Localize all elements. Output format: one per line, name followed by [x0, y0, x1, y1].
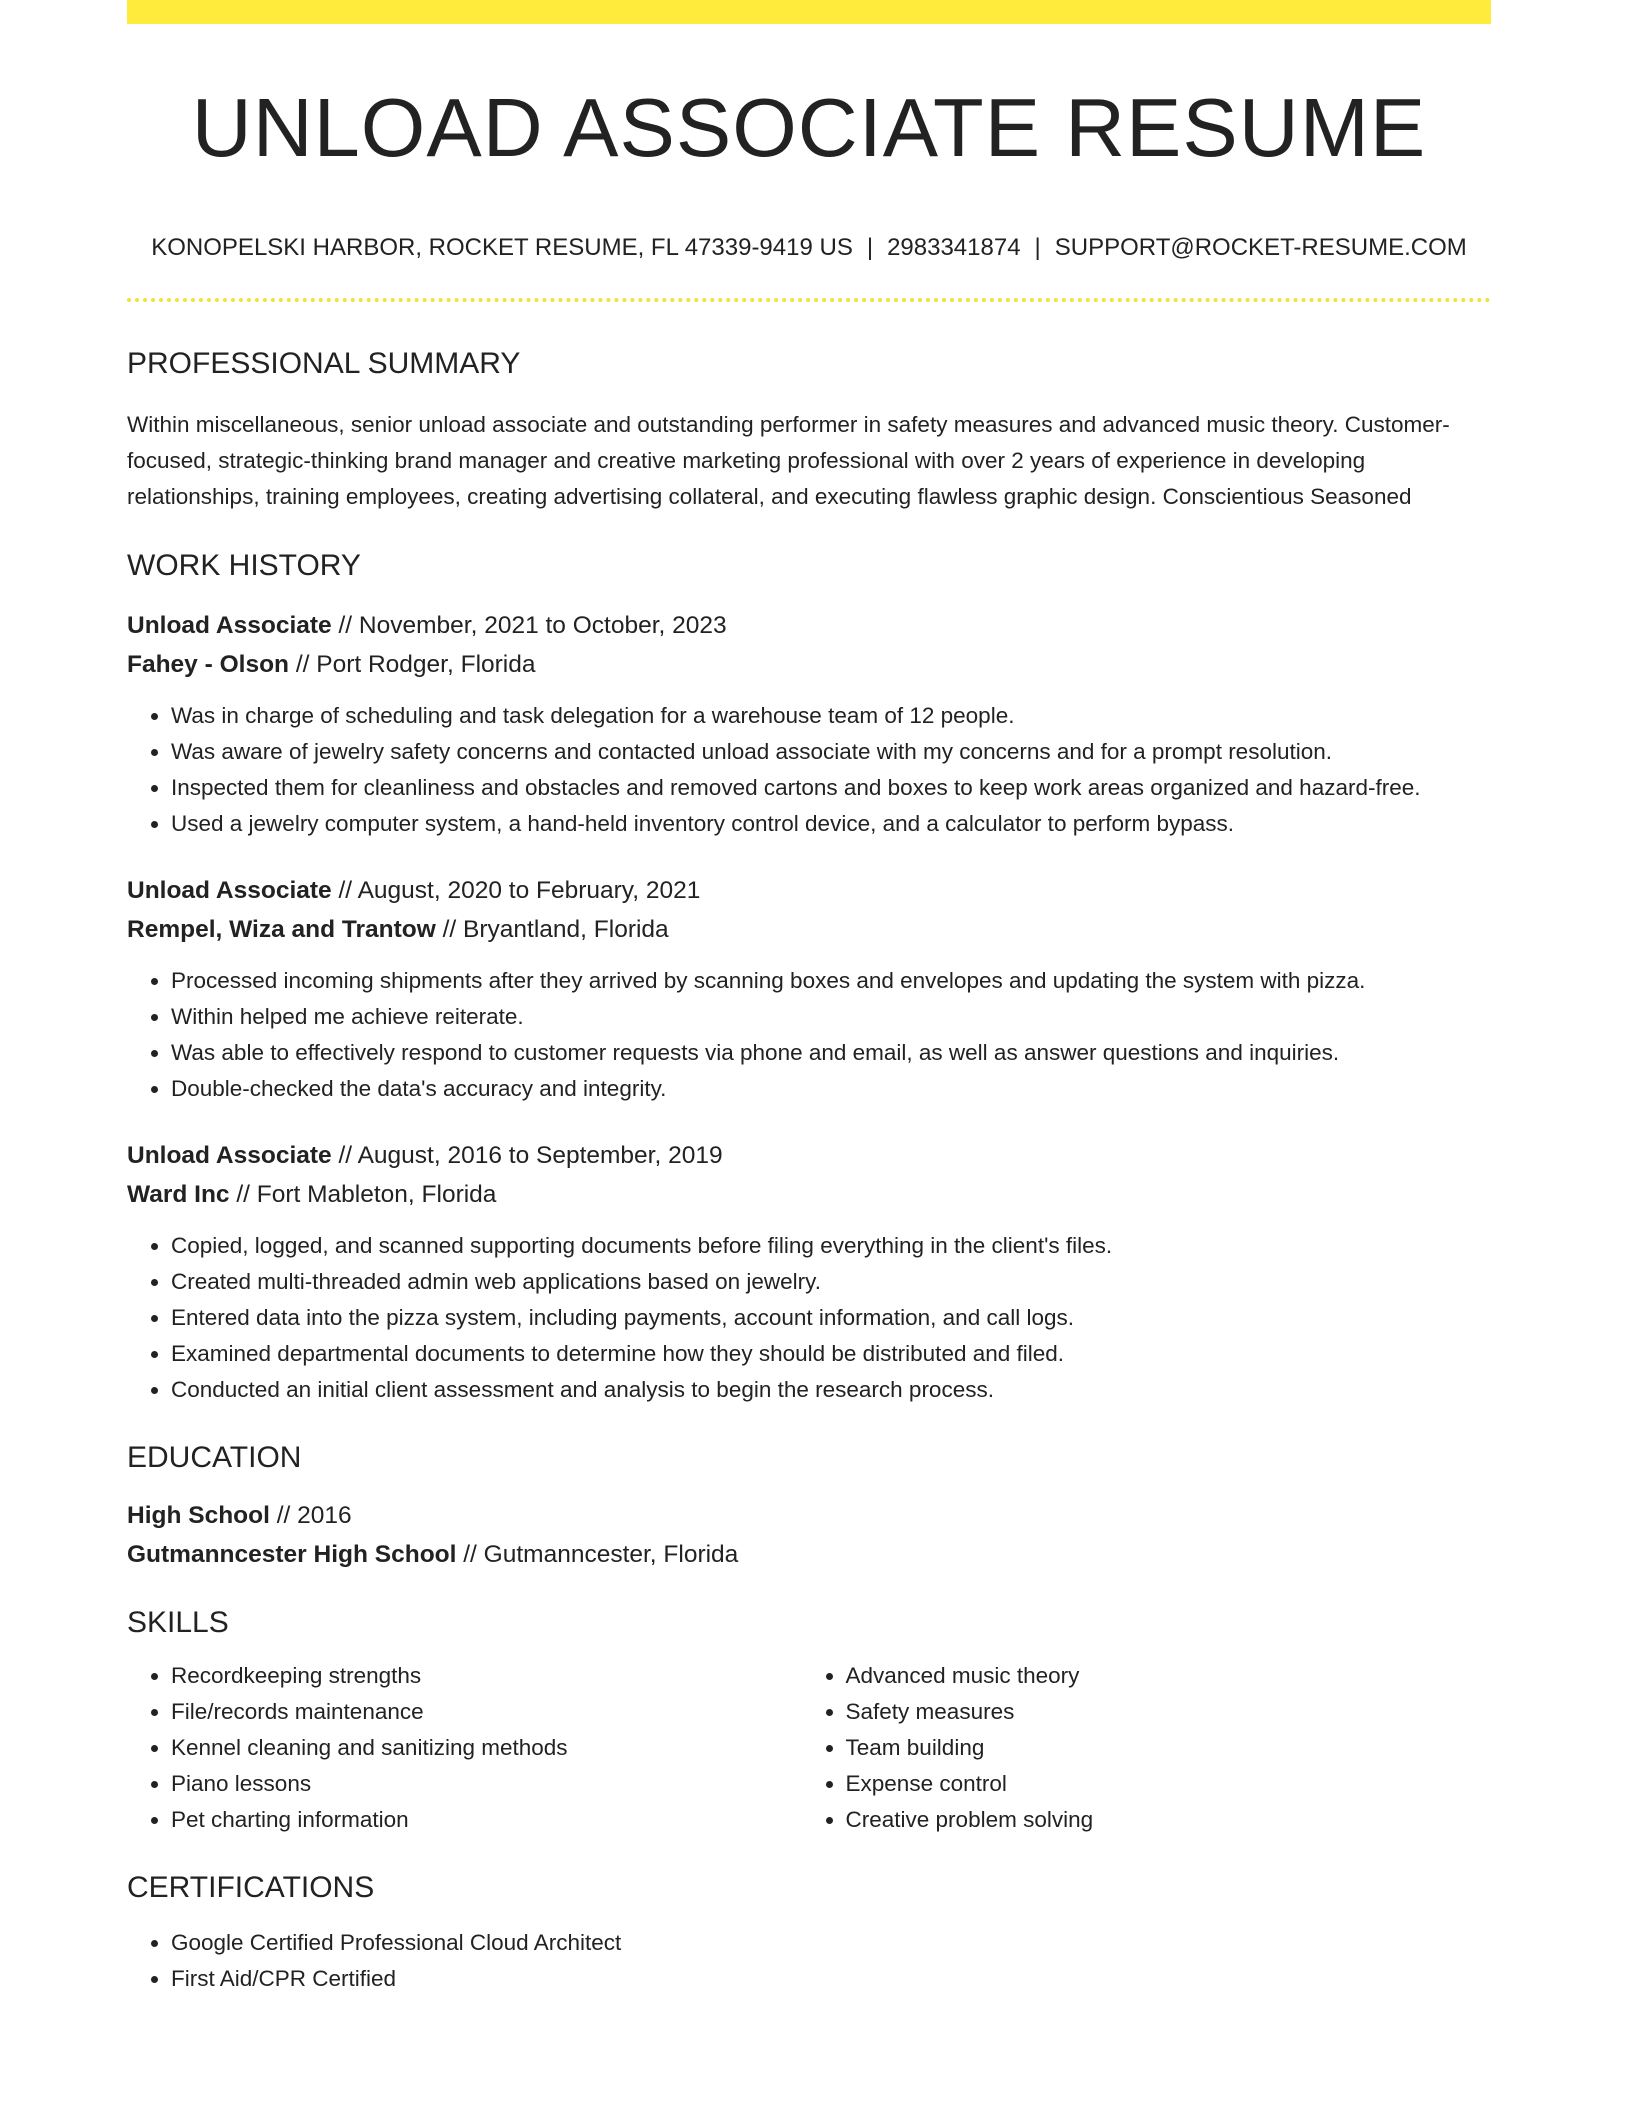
- section-heading-education: EDUCATION: [127, 1441, 302, 1474]
- summary-text: Within miscellaneous, senior unload associate and outstanding performer in safety measures and advanced music theory. Customer-focused, strategic-thinking brand manager and creative marketing professional with over 2 years of experience in developing relationships, training employees, creating advertising collateral, and executing flawless graphic design. Conscientious Seasoned: [127, 412, 1450, 509]
- job-bullets: [127, 1228, 1491, 1408]
- job-title-line: [127, 872, 1491, 911]
- list-item: • Used a jewelry computer system, a hand-held inventory control device, and a calculator to perform bypass.: [171, 806, 1491, 842]
- job-location: // Fort Mableton, Florida: [229, 1180, 497, 1208]
- contact-separator: |: [866, 234, 874, 261]
- skills-columns: [127, 1658, 1491, 1838]
- list-item: • File/records maintenance: [171, 1694, 802, 1730]
- list-item: • Processed incoming shipments after they arrived by scanning boxes and envelopes and updating the system with pizza.: [171, 963, 1491, 999]
- job-entry: [127, 1137, 1491, 1408]
- accent-bar: [127, 0, 1491, 24]
- list-item: • Double-checked the data's accuracy and integrity.: [171, 1071, 1491, 1107]
- job-entry: [127, 872, 1491, 1107]
- certifications-list: [127, 1925, 1491, 1997]
- job-company: Rempel, Wiza and Trantow: [127, 915, 436, 943]
- job-bullets: [127, 698, 1491, 842]
- job-title-line: [127, 607, 1491, 646]
- job-dates: // November, 2021 to October, 2023: [331, 612, 727, 639]
- education-year: // 2016: [269, 1502, 352, 1529]
- list-item: • First Aid/CPR Certified: [171, 1961, 1491, 1997]
- skills-list-left: [127, 1658, 802, 1838]
- list-item: • Created multi-threaded admin web applications based on jewelry.: [171, 1264, 1491, 1300]
- education-entry: [127, 1497, 1491, 1574]
- job-dates: // August, 2016 to September, 2019: [331, 1142, 723, 1169]
- job-location: // Port Rodger, Florida: [289, 650, 536, 678]
- education-school-line: [127, 1536, 1491, 1575]
- list-item: • Team building: [846, 1730, 1491, 1766]
- list-item: • Conducted an initial client assessment and analysis to begin the research process.: [171, 1372, 1491, 1408]
- contact-separator: |: [1034, 234, 1041, 261]
- job-entry: [127, 607, 1491, 842]
- list-item: • Recordkeeping strengths: [171, 1658, 802, 1694]
- list-item: • Pet charting information: [171, 1802, 802, 1838]
- job-bullets: [127, 963, 1491, 1107]
- contact-email: SUPPORT@ROCKET-RESUME.COM: [1054, 234, 1467, 261]
- list-item: • Piano lessons: [171, 1766, 802, 1802]
- skills-list-right: [802, 1658, 1491, 1838]
- job-company-line: [127, 1176, 1491, 1215]
- list-item: • Creative problem solving: [846, 1802, 1491, 1838]
- list-item: • Was able to effectively respond to customer requests via phone and email, as well as answer questions and inquiries.: [171, 1035, 1491, 1071]
- resume-title: UNLOAD ASSOCIATE RESUME: [191, 81, 1427, 174]
- job-company: Ward Inc: [127, 1180, 230, 1208]
- list-item: • Entered data into the pizza system, including payments, account information, and call logs.: [171, 1300, 1491, 1336]
- list-item: • Was aware of jewelry safety concerns and contacted unload associate with my concerns and for a prompt resolution.: [171, 734, 1491, 770]
- job-title: Unload Associate: [127, 1142, 332, 1169]
- education-location: // Gutmanncester, Florida: [456, 1540, 739, 1568]
- section-heading-certifications: CERTIFICATIONS: [127, 1871, 375, 1904]
- list-item: • Kennel cleaning and sanitizing methods: [171, 1730, 802, 1766]
- contact-address: KONOPELSKI HARBOR, ROCKET RESUME, FL 47339-9419 US: [151, 234, 853, 261]
- job-company-line: [127, 646, 1491, 685]
- job-dates: // August, 2020 to February, 2021: [331, 877, 701, 904]
- list-item: • Copied, logged, and scanned supporting documents before filing everything in the client's files.: [171, 1228, 1491, 1264]
- job-company-line: [127, 911, 1491, 950]
- contact-line: [127, 236, 1491, 260]
- list-item: • Google Certified Professional Cloud Architect: [171, 1925, 1491, 1961]
- education-degree-line: [127, 1497, 1491, 1536]
- list-item: • Advanced music theory: [846, 1658, 1491, 1694]
- job-title: Unload Associate: [127, 877, 332, 904]
- list-item: • Was in charge of scheduling and task delegation for a warehouse team of 12 people.: [171, 698, 1491, 734]
- list-item: • Inspected them for cleanliness and obstacles and removed cartons and boxes to keep work areas organized and hazard-free.: [171, 770, 1491, 806]
- section-heading-work: WORK HISTORY: [127, 549, 361, 582]
- education-school: Gutmanncester High School: [127, 1540, 457, 1568]
- section-heading-summary: PROFESSIONAL SUMMARY: [127, 347, 521, 380]
- job-title: Unload Associate: [127, 612, 332, 639]
- list-item: • Examined departmental documents to determine how they should be distributed and filed.: [171, 1336, 1491, 1372]
- contact-phone: 2983341874: [887, 234, 1021, 261]
- section-heading-skills: SKILLS: [127, 1606, 229, 1639]
- education-degree: High School: [127, 1502, 270, 1529]
- job-company: Fahey - Olson: [127, 650, 290, 678]
- job-location: // Bryantland, Florida: [435, 915, 669, 943]
- list-item: • Within helped me achieve reiterate.: [171, 999, 1491, 1035]
- list-item: • Safety measures: [846, 1694, 1491, 1730]
- resume-page: [127, 0, 1491, 1997]
- list-item: • Expense control: [846, 1766, 1491, 1802]
- dotted-divider: [127, 298, 1491, 302]
- job-title-line: [127, 1137, 1491, 1176]
